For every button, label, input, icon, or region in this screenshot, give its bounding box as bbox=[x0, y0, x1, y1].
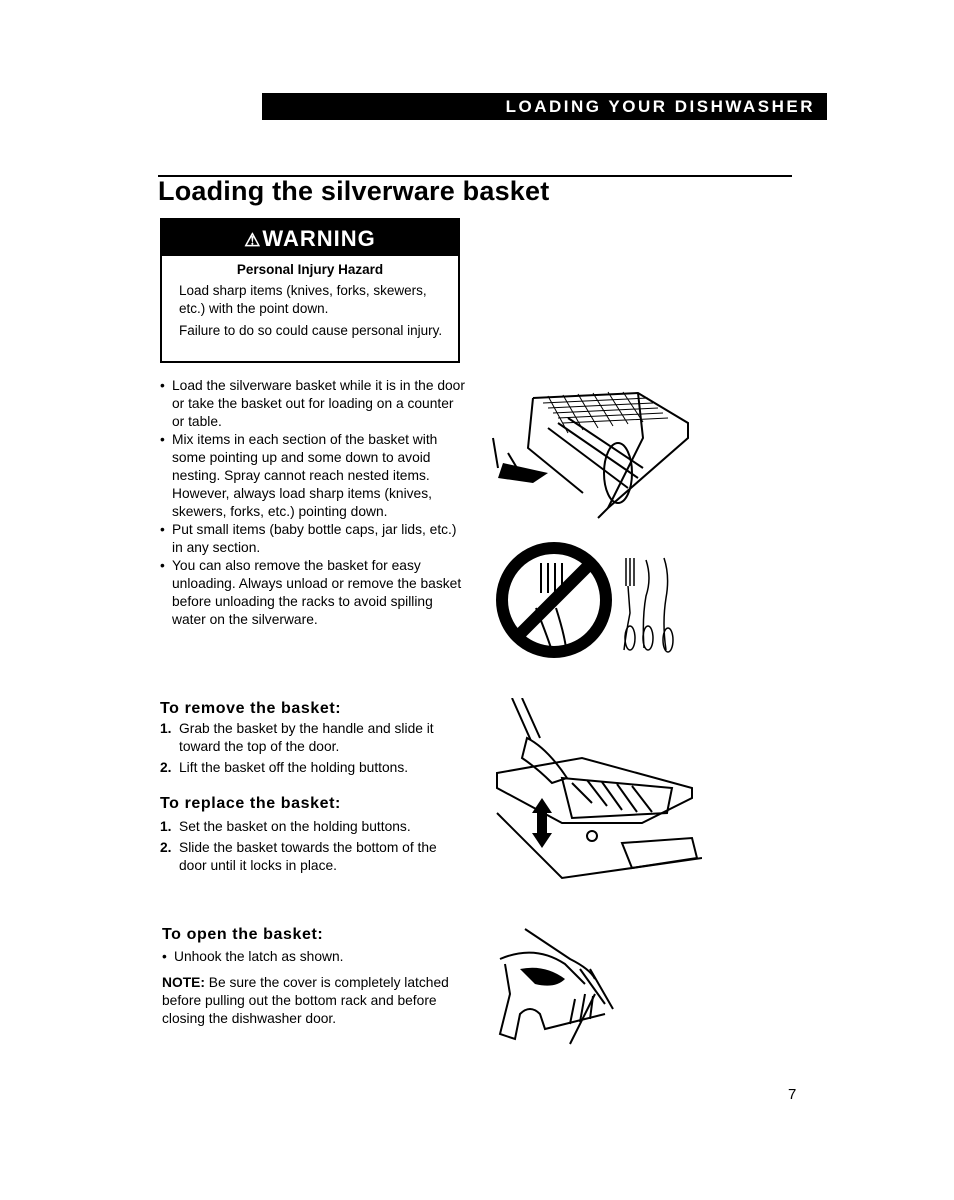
list-item: • Put small items (baby bottle caps, jar lids, etc.) in any section. bbox=[160, 521, 465, 557]
hazard-title: Personal Injury Hazard bbox=[236, 262, 384, 277]
note-text: Be sure the cover is completely latched before pulling out the bottom rack and before closing the dishwasher door. bbox=[162, 975, 449, 1026]
step-number: 2. bbox=[160, 840, 172, 855]
step-number: 2. bbox=[160, 760, 172, 775]
step-text: Grab the basket by the handle and slide it toward the top of the door. bbox=[179, 721, 434, 754]
step-text: Set the basket on the holding buttons. bbox=[179, 819, 411, 834]
warning-text-2: Failure to do so could cause personal injury. bbox=[179, 323, 443, 338]
list-item bbox=[160, 818, 460, 836]
list-item: • Mix items in each section of the basket with some pointing up and some down to avoid nesting. Spray cannot reach nested items. However, always load sharp items (knives, skewers, forks, etc.) pointing down. bbox=[160, 431, 465, 521]
step-text: Lift the basket off the holding buttons. bbox=[179, 760, 409, 775]
open-steps bbox=[162, 948, 462, 966]
list-item: • Unhook the latch as shown. bbox=[162, 948, 462, 966]
latch-illustration bbox=[495, 924, 620, 1046]
list-item bbox=[160, 759, 465, 777]
list-item bbox=[160, 720, 465, 756]
replace-steps bbox=[160, 818, 460, 875]
list-item: • Load the silverware basket while it is in the door or take the basket out for loading on a counter or table. bbox=[160, 377, 465, 431]
warning-triangle-icon: ⚠ bbox=[244, 230, 262, 250]
replace-heading: To replace the basket: bbox=[160, 795, 341, 812]
remove-heading: To remove the basket: bbox=[160, 700, 342, 717]
section-title: LOADING YOUR DISHWASHER bbox=[505, 97, 815, 116]
page-number: 7 bbox=[788, 1086, 797, 1103]
no-nesting-icon bbox=[496, 538, 681, 668]
page-title: Loading the silverware basket bbox=[158, 176, 550, 206]
list-item: • You can also remove the basket for easy unloading. Always unload or remove the basket before unloading the racks to avoid spilling water on the silverware. bbox=[160, 557, 465, 629]
open-note bbox=[162, 974, 454, 1028]
step-number: 1. bbox=[160, 819, 172, 834]
basket-loading-illustration bbox=[488, 378, 703, 523]
warning-header bbox=[162, 220, 458, 256]
note-label: NOTE: bbox=[162, 975, 205, 990]
remove-steps bbox=[160, 720, 465, 777]
warning-box bbox=[160, 218, 460, 363]
warning-text-1: Load sharp items (knives, forks, skewers, etc.) with the point down. bbox=[179, 283, 427, 316]
remove-basket-illustration bbox=[492, 698, 702, 890]
list-item bbox=[160, 839, 460, 875]
open-heading: To open the basket: bbox=[162, 926, 324, 943]
step-text: Slide the basket towards the bottom of the door until it locks in place. bbox=[179, 840, 437, 873]
silverware-basket-drawing bbox=[493, 392, 688, 518]
section-header-bar bbox=[262, 93, 827, 120]
loading-tips-list bbox=[160, 377, 465, 629]
warning-label: WARNING bbox=[262, 226, 376, 251]
step-number: 1. bbox=[160, 721, 172, 736]
